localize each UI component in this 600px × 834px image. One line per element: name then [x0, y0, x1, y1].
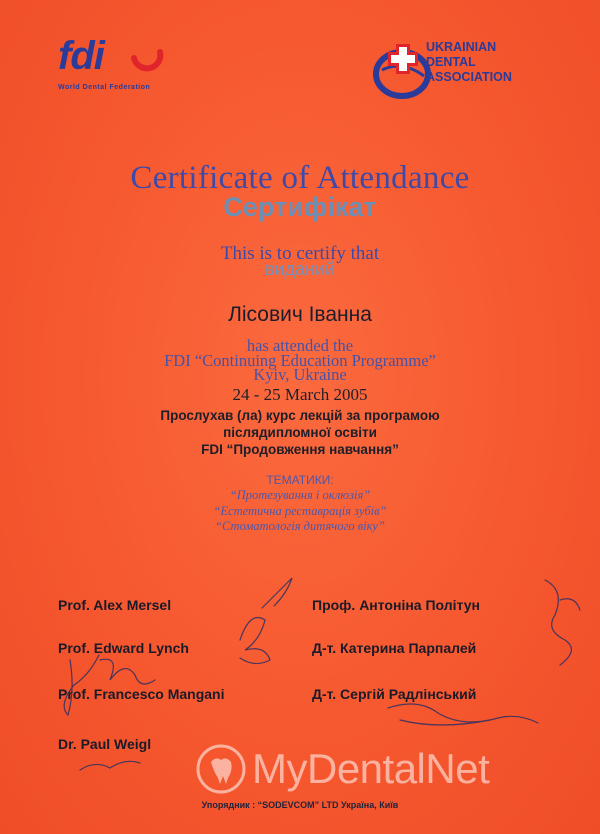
attended-line: has attended the	[246, 336, 354, 355]
signatory-left: Prof. Francesco Mangani	[58, 686, 225, 702]
tooth-icon	[196, 744, 246, 794]
watermark	[196, 744, 489, 794]
event-dates: 24 - 25 March 2005	[232, 385, 368, 404]
signatory-left: Dr. Paul Weigl	[58, 736, 152, 752]
uda-line: ASSOCIATION	[426, 70, 512, 84]
uda-line: UKRAINIAN	[426, 40, 497, 54]
footer-publisher: Упорядник : “SODEVCOM” LTD Україна, Київ	[201, 800, 399, 810]
fdi-subtitle: World Dental Federation	[58, 84, 151, 91]
course-line-ukrainian: Прослухав (ла) курс лекцій за програмою	[160, 408, 440, 423]
topics-heading: ТЕМАТИКИ:	[266, 473, 334, 487]
course-line-ukrainian: FDI “Продовження навчання”	[201, 442, 399, 457]
fdi-smile-icon	[128, 40, 166, 76]
recipient-name: Лісович Іванна	[228, 303, 372, 326]
signatory-left: Prof. Alex Mersel	[58, 597, 172, 613]
signatory-right: Д-т. Сергій Радлінський	[312, 686, 477, 702]
signatory-right: Д-т. Катерина Парпалей	[312, 640, 477, 656]
watermark-text: MyDentalNet	[252, 745, 490, 792]
course-line-ukrainian: післядипломної освіти	[223, 425, 377, 440]
location-line: Kyiv, Ukraine	[253, 365, 347, 384]
uda-line: DENTAL	[426, 55, 476, 69]
title-english: Certificate of Attendance	[130, 160, 470, 196]
title-ukrainian: Сертифікат	[223, 192, 377, 222]
topic-item: “Стоматологія дитячого віку”	[215, 519, 385, 533]
signatory-left: Prof. Edward Lynch	[58, 640, 189, 656]
fdi-logo-text: fdi	[58, 34, 104, 78]
programme-line: FDI “Continuing Education Programme”	[164, 351, 436, 370]
uda-logo-text	[426, 40, 512, 85]
fdi-logo	[58, 36, 104, 76]
topic-item: “Протезування і оклюзія”	[229, 488, 371, 502]
topic-item: “Естетична реставрація зубів”	[213, 504, 387, 518]
certify-english: This is to certify that	[220, 243, 380, 264]
certify-ukrainian: виданий	[264, 259, 336, 279]
signatory-right: Проф. Антоніна Політун	[312, 597, 480, 613]
